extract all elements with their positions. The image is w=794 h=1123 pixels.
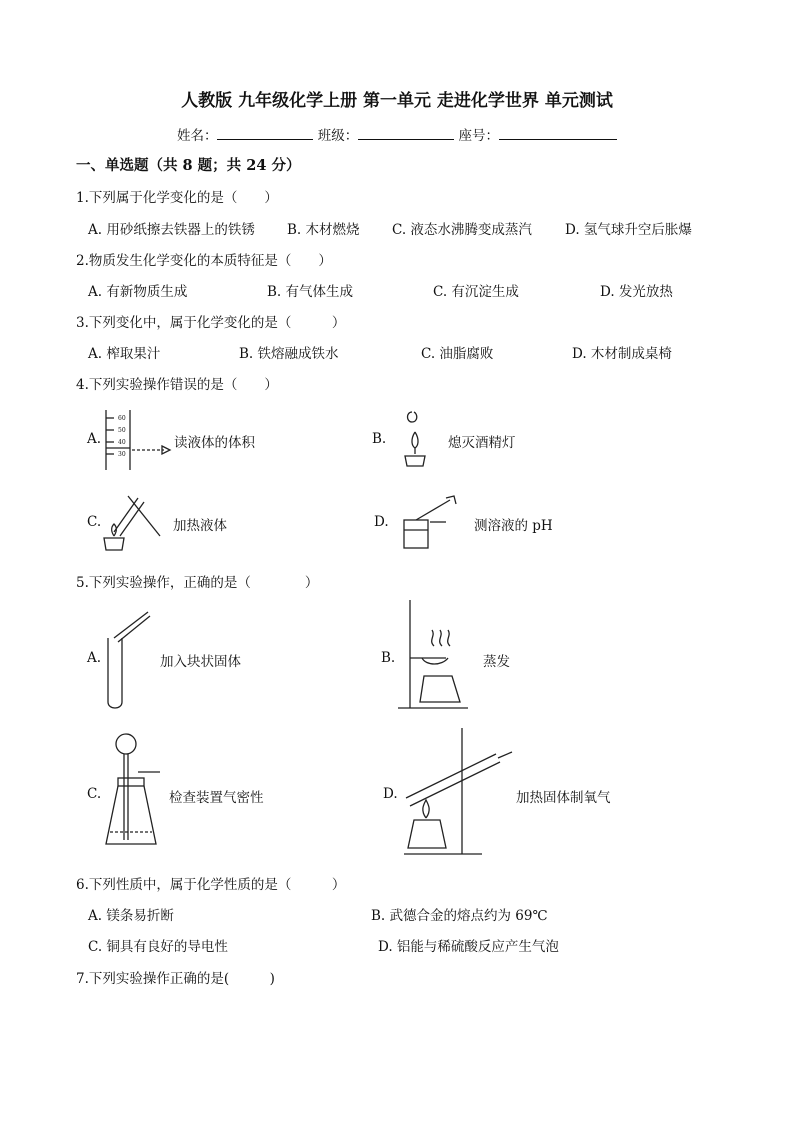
- question-2-stem: 2.物质发生化学变化的本质特征是（ ）: [76, 253, 332, 269]
- q4-option-b-text[interactable]: 熄灭酒精灯: [448, 435, 516, 451]
- q4-option-b-letter[interactable]: B.: [372, 431, 387, 447]
- cylinder-tick-label: 50: [118, 427, 126, 434]
- q3-option-a[interactable]: A. 榨取果汁: [88, 346, 161, 362]
- q6-option-a[interactable]: A. 镁条易折断: [88, 908, 174, 924]
- q3-option-b[interactable]: B. 铁熔融成铁水: [239, 346, 339, 362]
- q3-option-d[interactable]: D. 木材制成桌椅: [572, 346, 672, 362]
- question-6-stem: 6.下列性质中，属于化学性质的是（ ）: [76, 877, 346, 893]
- q4-option-c-letter[interactable]: C.: [87, 514, 102, 530]
- q4-option-d-letter[interactable]: D.: [374, 514, 389, 530]
- q5-option-b-letter[interactable]: B.: [381, 650, 396, 666]
- page-title: 人教版 九年级化学上册 第一单元 走进化学世界 单元测试: [181, 91, 613, 111]
- question-3-stem: 3.下列变化中，属于化学变化的是（ ）: [76, 315, 346, 331]
- q4-option-a-letter[interactable]: A.: [87, 431, 102, 447]
- q5-option-a-letter[interactable]: A.: [87, 650, 102, 666]
- q4-option-c-text[interactable]: 加热液体: [173, 518, 227, 534]
- q1-option-c[interactable]: C. 液态水沸腾变成蒸汽: [392, 222, 532, 238]
- seat-blank[interactable]: [499, 127, 617, 140]
- q4-option-a-text[interactable]: 读液体的体积: [174, 435, 255, 451]
- airtightness-check-icon: [104, 732, 170, 852]
- q6-option-d[interactable]: D. 铝能与稀硫酸反应产生气泡: [378, 939, 559, 955]
- q2-option-b[interactable]: B. 有气体生成: [267, 284, 354, 300]
- evaporation-setup-icon: [398, 600, 470, 712]
- q1-option-b[interactable]: B. 木材燃烧: [287, 222, 360, 238]
- student-info: [0, 124, 794, 144]
- q5-option-c-letter[interactable]: C.: [87, 786, 102, 802]
- q2-option-a[interactable]: A. 有新物质生成: [88, 284, 188, 300]
- q6-option-b[interactable]: B. 武德合金的熔点约为 69℃: [371, 908, 548, 924]
- q4-option-d-text[interactable]: 测溶液的 pH: [474, 518, 553, 534]
- class-blank[interactable]: [358, 127, 454, 140]
- q5-option-c-text[interactable]: 检查装置气密性: [169, 790, 264, 806]
- ph-test-icon: [398, 494, 460, 552]
- q2-option-c[interactable]: C. 有沉淀生成: [433, 284, 519, 300]
- question-5-stem: 5.下列实验操作，正确的是（ ）: [76, 575, 319, 591]
- question-1-stem: 1.下列属于化学变化的是（ ）: [76, 190, 278, 206]
- q5-option-d-letter[interactable]: D.: [383, 786, 398, 802]
- question-4-stem: 4.下列实验操作错误的是（ ）: [76, 377, 278, 393]
- oxygen-preparation-icon: [400, 728, 520, 858]
- cylinder-scale: [118, 413, 126, 461]
- graduated-cylinder-icon: [100, 410, 180, 470]
- q5-option-d-text[interactable]: 加热固体制氧气: [516, 790, 611, 806]
- name-label: 姓名：: [176, 128, 218, 144]
- seat-label: 座号：: [458, 128, 500, 144]
- q5-option-a-text[interactable]: 加入块状固体: [160, 654, 241, 670]
- cylinder-tick-label: 60: [118, 415, 126, 422]
- test-tube-icon: [104, 608, 154, 712]
- question-7-stem: 7.下列实验操作正确的是( ): [76, 971, 275, 987]
- heating-liquid-icon: [100, 492, 160, 554]
- cylinder-tick-label: 40: [118, 439, 126, 446]
- q2-option-d[interactable]: D. 发光放热: [600, 284, 673, 300]
- name-blank[interactable]: [217, 127, 313, 140]
- q1-option-a[interactable]: A. 用砂纸擦去铁器上的铁锈: [88, 222, 255, 238]
- q6-option-c[interactable]: C. 铜具有良好的导电性: [88, 939, 228, 955]
- q5-option-b-text[interactable]: 蒸发: [483, 654, 510, 670]
- q1-option-d[interactable]: D. 氢气球升空后胀爆: [565, 222, 692, 238]
- cylinder-tick-label: 30: [118, 451, 126, 458]
- q3-option-c[interactable]: C. 油脂腐败: [421, 346, 494, 362]
- section-title: 一、单选题（共 8 题；共 24 分）: [76, 157, 301, 174]
- alcohol-lamp-blowing-icon: [400, 410, 430, 470]
- class-label: 班级：: [317, 128, 359, 144]
